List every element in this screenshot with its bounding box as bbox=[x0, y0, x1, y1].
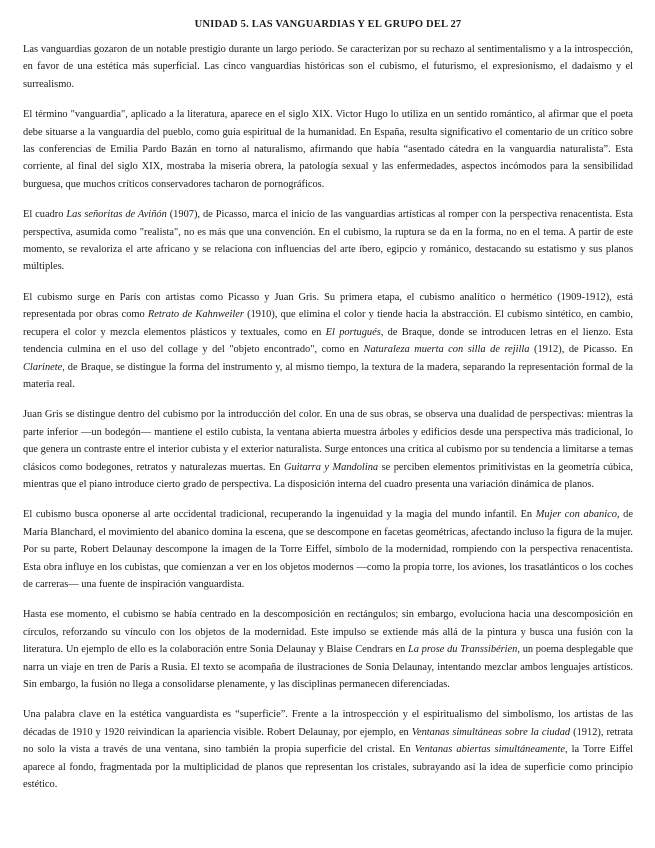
text-run: (1910), que elimina el color y tiende hacia la abstracción. El cubismo sintético, en cambio, recupera el color y mezcla elementos plásticos y textuales, como en bbox=[23, 309, 633, 338]
paragraph bbox=[23, 289, 633, 393]
italic-title: Ventanas abiertas simultáneamente bbox=[414, 744, 565, 756]
text-run: Hasta ese momento, el cubismo se había centrado en la descomposición en rectángulos; sin embargo, evoluciona hacia una descomposición en círculos, reforzando su vínculo con los objetos de la modernidad. Este impulso se extiende más allá de la pintura y busca una fusión con la literatura. Un ejemplo de ello es la colaboración entre Sonia Delaunay y Blaise Cendrars en bbox=[23, 609, 633, 656]
italic-title: La prose du Transsibérien bbox=[407, 644, 518, 656]
paragraph bbox=[23, 606, 633, 693]
text-run: El cubismo surge en París con artistas como Picasso y Juan Gris. Su primera etapa, el cubismo analítico o hermético (1909-1912), está representada por obras como bbox=[23, 291, 633, 321]
italic-title: Ventanas simultáneas sobre la ciudad bbox=[411, 726, 571, 738]
text-run: (1912), retrata no solo la vista a través de una ventana, sino también la propia superficie del cristal. En bbox=[23, 726, 634, 756]
paragraph bbox=[23, 506, 633, 593]
text-run: (1912), de Picasso. En bbox=[529, 344, 633, 356]
text-run: Una palabra clave en la estética vanguardista es “superficie”. Frente a la introspección y el espiritualismo del simbolismo, los artistas de las décadas de 1910 y 1920 reivindican la apariencia visible. Robert Delaunay, por ejemplo, en bbox=[23, 709, 633, 738]
italic-title: Mujer con abanico bbox=[535, 509, 617, 521]
paragraph bbox=[23, 106, 633, 193]
text-run: El término "vanguardia", aplicado a la literatura, aparece en el siglo XIX. Victor Hugo lo utiliza en un sentido romántico, al afirmar que el poeta debe situarse a la vanguardia del pueblo, como guía espiritual de la humanidad. En España, resulta significativo el comentario de un crítico sobre las conferencias de Emilia Pardo Bazán en torno al naturalismo, afirmando que había “asentado cátedra en la vanguardia naturalista”. Esta corriente, al final del siglo XIX, mostraba la miseria obrera, la patología sexual y las enfermedades, aspectos incómodos para la sensibilidad burguesa, que muchos críticos conservadores tacharon de pornográficos. bbox=[23, 109, 633, 190]
paragraph bbox=[23, 206, 633, 276]
text-run: , la Torre Eiffel aparece al fondo, fragmentada por la multiplicidad de planos que representan los cristales, subrayando así la idea de superficie como principio estético. bbox=[23, 744, 634, 791]
text-run: El cuadro bbox=[23, 209, 67, 221]
paragraph bbox=[23, 41, 633, 93]
text-run: , de Braque, se distingue la forma del instrumento y, al mismo tiempo, la textura de la madera, separando la representación formal de la materia real. bbox=[23, 361, 633, 390]
italic-title: Naturaleza muerta con silla de rejilla bbox=[363, 344, 530, 356]
text-run: , de María Blanchard, el movimiento del abanico domina la escena, que se descompone en facetas geométricas, afectando incluso la figura de la mujer. Por su parte, Robert Delaunay descompone la imagen de la Torre Eiffel, símbolo de la modernidad, rompiendo con la perspectiva renacentista. Esta obra influye en los cubistas, que comienzan a ver en los objetos modernos —como la propia torre, los aviones, los trasatlánticos o los coches de carreras— una fuente de inspiración vanguardista. bbox=[23, 509, 633, 590]
document-title: UNIDAD 5. LAS VANGUARDIAS Y EL GRUPO DEL 27 bbox=[194, 19, 462, 30]
text-run: El cubismo busca oponerse al arte occidental tradicional, recuperando la ingenuidad y la magia del mundo infantil. En bbox=[23, 509, 536, 521]
text-run: (1907), de Picasso, marca el inicio de las vanguardias artísticas al romper con la perspectiva renacentista. Esta perspectiva, asumida como "realista", no es más que una convención. En el cubismo, la ruptura se da en la forma, no en el tema. A partir de este momento, se revaloriza el arte africano y se relaciona con influencias del arte íbero, egipcio y románico, destacando su estatismo y sus planos múltiples. bbox=[23, 209, 633, 273]
text-run: Juan Gris se distingue dentro del cubismo por la introducción del color. En una de sus obras, se observa una dualidad de perspectivas: mientras la parte inferior —un bodegón— mantiene el estilo cubista, la ventana abierta muestra árboles y edificios desde una perspectiva más tradicional, lo que genera un contraste entre el interior cubista y el exterior naturalista. Surge entonces una crítica al cubismo por su tendencia a limitarse a temas clásicos como bodegones, retratos y naturalezas muertas. En bbox=[23, 409, 633, 473]
italic-title: Las señoritas de Aviñón bbox=[66, 209, 167, 221]
document-body bbox=[23, 41, 633, 793]
italic-title: Retrato de Kahnweiler bbox=[147, 309, 244, 321]
paragraph bbox=[23, 406, 633, 493]
italic-title: Clarinete bbox=[23, 361, 63, 373]
italic-title: El portugués bbox=[325, 326, 381, 338]
text-run: se perciben elementos primitivistas en la geometría cúbica, mientras que el piano introduce cierto grado de perspectiva. La disposición interna del cuadro presenta una variación dinámica de planos. bbox=[23, 461, 633, 490]
paragraph bbox=[23, 706, 633, 793]
italic-title: Guitarra y Mandolina bbox=[283, 461, 379, 473]
text-run: , un poema desplegable que narra un viaje en tren de París a Rusia. El texto se acompaña de ilustraciones de Sonia Delaunay, intentando mezclar ambos lenguajes artísticos. Sin embargo, la fusión no llega a consolidarse plenamente, y las disciplinas permanecen diferenciadas. bbox=[23, 644, 633, 690]
text-run: , de Braque, donde se introducen letras en el lienzo. Esta tendencia culmina en el uso del collage y del "objeto encontrado", como en bbox=[23, 326, 633, 356]
text-run: Las vanguardias gozaron de un notable prestigio durante un largo periodo. Se caracterizan por su rechazo al sentimentalismo y a la introspección, en favor de una estética más superficial. Las cinco vanguardias históricas son el cubismo, el futurismo, el expresionismo, el dadaísmo y el surrealismo. bbox=[23, 44, 633, 90]
